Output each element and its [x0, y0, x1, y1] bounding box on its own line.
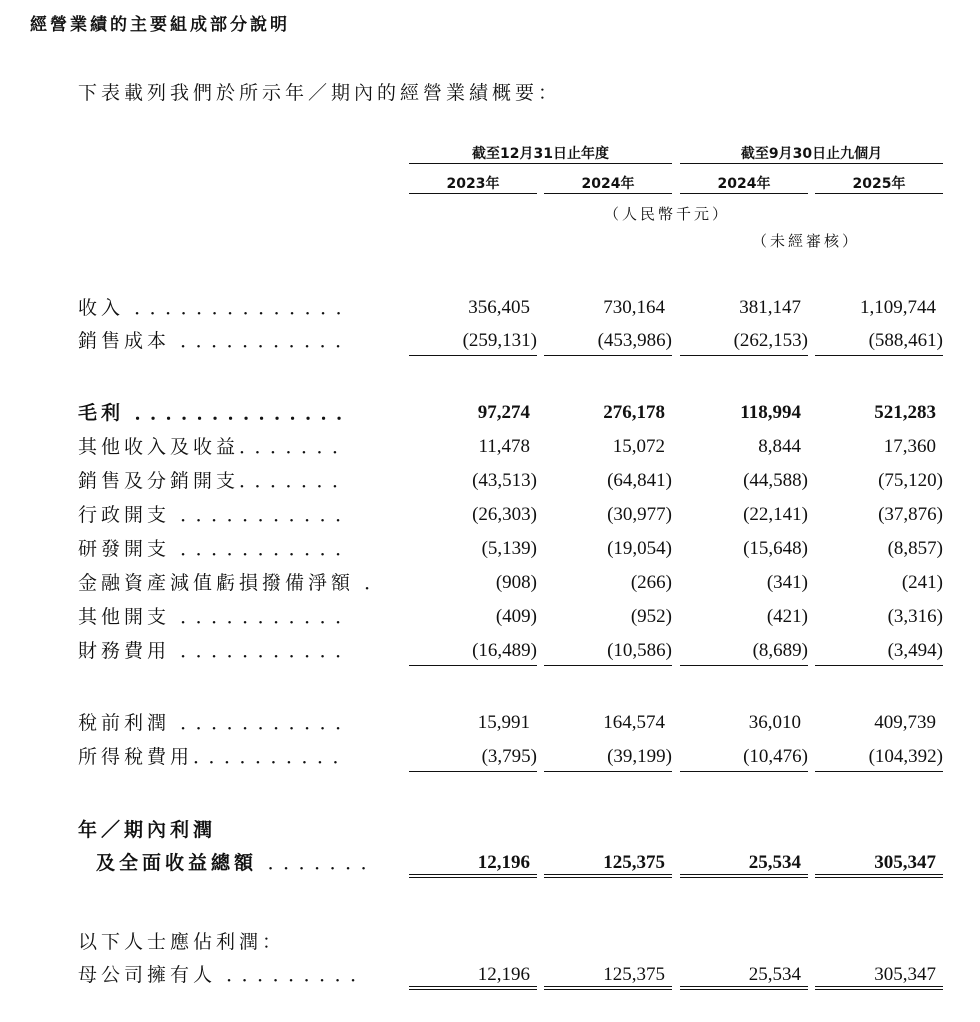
value-cell: 276,178 — [603, 402, 665, 423]
value-cell: (30,977) — [607, 504, 672, 525]
row-label: 銷售成本 ．．．．．．．．．．． — [78, 330, 361, 352]
row-cost-of-sales — [0, 326, 980, 356]
value-cell: (44,588) — [743, 470, 808, 491]
header-nine-months: 截至9月30日止九個月 — [680, 143, 943, 164]
value-cell: (421) — [766, 606, 808, 627]
row-label: 收入 ．．．．．．．．．．．．．． — [78, 297, 361, 319]
value-cell: 15,072 — [612, 436, 665, 457]
row-label: 所得稅費用．．．．．．．．．． — [78, 746, 358, 768]
row-label: 金融資產減值虧損撥備淨額 ． — [78, 572, 390, 594]
row-other-income — [0, 432, 980, 462]
value-cell: (104,392) — [815, 742, 943, 772]
value-cell: (3,316) — [887, 606, 943, 627]
value-cell: (266) — [630, 572, 672, 593]
row-profit-before-tax — [0, 708, 980, 738]
header-year-ended: 截至12月31日止年度 — [409, 143, 672, 164]
value-cell: 356,405 — [468, 297, 530, 318]
value-cell: (952) — [630, 606, 672, 627]
value-cell: (16,489) — [409, 636, 537, 666]
value-cell: (26,303) — [472, 504, 537, 525]
value-cell: 36,010 — [748, 712, 801, 733]
unaudited-label: （未經審核） — [752, 232, 861, 250]
value-cell: (262,153) — [680, 326, 808, 356]
value-cell: (241) — [901, 572, 943, 593]
value-cell: (10,476) — [680, 742, 808, 772]
value-cell: (39,199) — [544, 742, 672, 772]
value-cell: 125,375 — [544, 960, 672, 990]
value-cell: 12,196 — [409, 960, 537, 990]
value-cell: 25,534 — [680, 848, 808, 878]
value-cell: (8,857) — [887, 538, 943, 559]
value-cell: 17,360 — [883, 436, 936, 457]
value-cell: 409,739 — [874, 712, 936, 733]
row-label: 其他收入及收益．．．．．．． — [78, 436, 358, 458]
value-cell: 521,283 — [874, 402, 936, 423]
header-year-2023: 2023年 — [409, 173, 537, 194]
value-cell: 125,375 — [544, 848, 672, 878]
value-cell: (75,120) — [878, 470, 943, 491]
value-cell: (5,139) — [481, 538, 537, 559]
row-label: 財務費用 ．．．．．．．．．．． — [78, 640, 361, 662]
header-period-2024: 2024年 — [680, 173, 808, 194]
row-total-comprehensive-income — [0, 848, 980, 878]
value-cell: 305,347 — [815, 960, 943, 990]
row-admin-expenses — [0, 500, 980, 530]
row-label: 及全面收益總額 ．．．．．．． — [96, 852, 386, 874]
value-cell: 1,109,744 — [860, 297, 936, 318]
row-label: 年／期內利潤 — [78, 819, 217, 841]
row-revenue — [0, 293, 980, 323]
row-selling-expenses — [0, 466, 980, 496]
value-cell: 730,164 — [603, 297, 665, 318]
value-cell: 25,534 — [680, 960, 808, 990]
unit-label: （人民幣千元） — [604, 205, 731, 223]
row-owners-of-parent — [0, 960, 980, 990]
header-period-2025: 2025年 — [815, 173, 943, 194]
row-attributable-heading — [0, 927, 980, 957]
value-cell: (3,795) — [409, 742, 537, 772]
row-impairment — [0, 568, 980, 598]
value-cell: (588,461) — [815, 326, 943, 356]
row-other-expenses — [0, 602, 980, 632]
value-cell: (341) — [766, 572, 808, 593]
value-cell: 305,347 — [815, 848, 943, 878]
row-label: 研發開支 ．．．．．．．．．．． — [78, 538, 361, 560]
row-label: 行政開支 ．．．．．．．．．．． — [78, 504, 361, 526]
intro-text: 下表載列我們於所示年／期內的經營業績概要： — [78, 82, 562, 104]
value-cell: 12,196 — [409, 848, 537, 878]
value-cell: (3,494) — [815, 636, 943, 666]
row-label: 母公司擁有人 ．．．．．．．．． — [78, 964, 376, 986]
value-cell: 11,478 — [478, 436, 530, 457]
row-label: 以下人士應佔利潤： — [78, 931, 286, 953]
value-cell: (15,648) — [743, 538, 808, 559]
row-label: 其他開支 ．．．．．．．．．．． — [78, 606, 361, 628]
value-cell: (37,876) — [878, 504, 943, 525]
value-cell: 381,147 — [739, 297, 801, 318]
header-year-2024: 2024年 — [544, 173, 672, 194]
value-cell: (10,586) — [544, 636, 672, 666]
value-cell: (22,141) — [743, 504, 808, 525]
section-title: 經營業績的主要組成部分說明 — [30, 15, 290, 35]
value-cell: 15,991 — [477, 712, 530, 733]
row-label: 稅前利潤 ．．．．．．．．．．． — [78, 712, 361, 734]
value-cell: (409) — [495, 606, 537, 627]
value-cell: (259,131) — [409, 326, 537, 356]
value-cell: (908) — [495, 572, 537, 593]
value-cell: (43,513) — [472, 470, 537, 491]
value-cell: 97,274 — [477, 402, 530, 423]
row-rd-expenses — [0, 534, 980, 564]
row-finance-costs — [0, 636, 980, 666]
value-cell: (19,054) — [607, 538, 672, 559]
row-income-tax — [0, 742, 980, 772]
row-label: 銷售及分銷開支．．．．．．． — [78, 470, 358, 492]
value-cell: 8,844 — [758, 436, 801, 457]
value-cell: (453,986) — [544, 326, 672, 356]
value-cell: 118,994 — [740, 402, 801, 423]
value-cell: 164,574 — [603, 712, 665, 733]
row-label: 毛利 ．．．．．．．．．．．．．． — [78, 402, 362, 424]
value-cell: (8,689) — [680, 636, 808, 666]
row-profit-for-period-heading — [0, 815, 980, 845]
row-gross-profit — [0, 398, 980, 428]
value-cell: (64,841) — [607, 470, 672, 491]
